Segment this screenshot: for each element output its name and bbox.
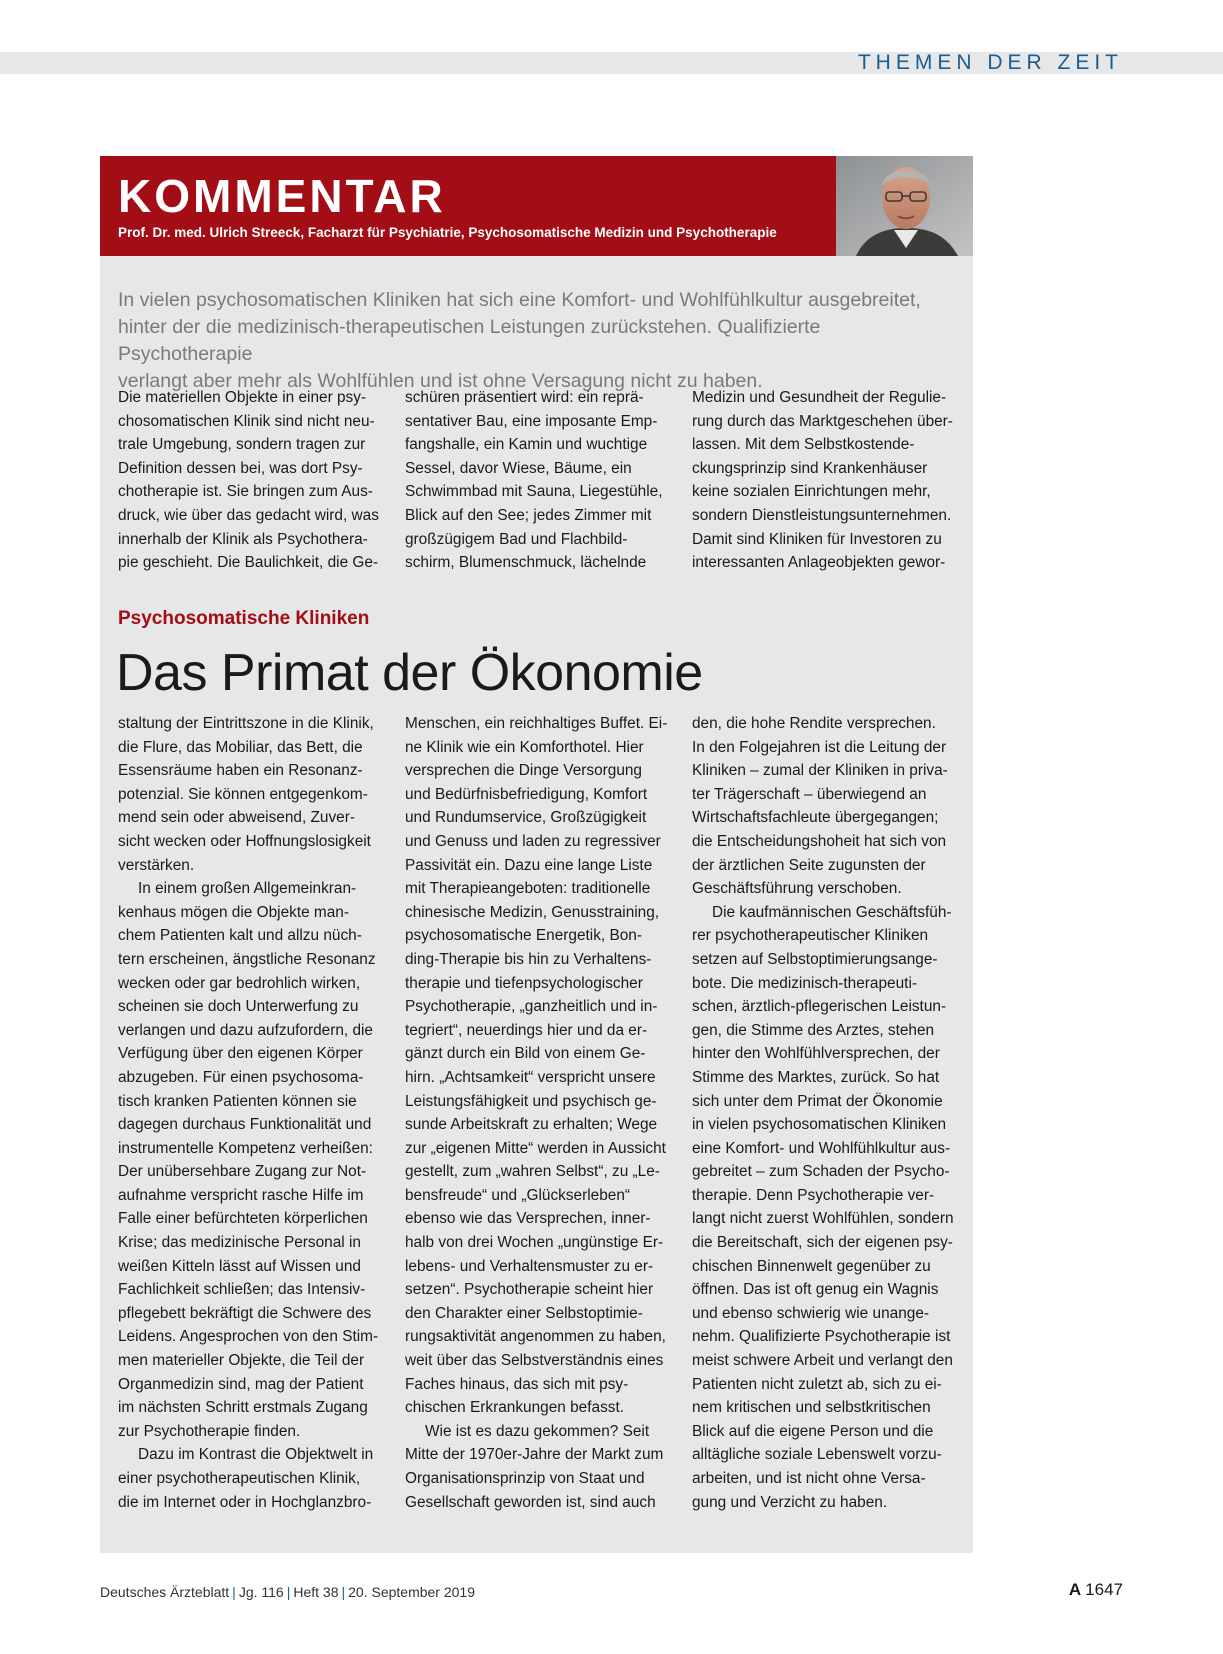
text-line: Verfügung über den eigenen Körper <box>118 1045 363 1063</box>
text-line: verlangen und dazu aufzufordern, die <box>118 1021 373 1039</box>
text-line: die Bereitschaft, sich der eigenen psy- <box>692 1234 953 1252</box>
text-line: pie geschieht. Die Baulichkeit, die Ge- <box>118 554 379 572</box>
text-line: potenzial. Sie können entgegenkom- <box>118 785 368 803</box>
text-line: Schwimmbad mit Sauna, Liegestühle, <box>405 483 663 501</box>
text-line: und Genuss und laden zu regressiver <box>405 832 661 850</box>
text-line: rungsaktivität angenommen zu haben, <box>405 1328 666 1346</box>
text-line: weit über das Selbstverständnis eines <box>405 1352 664 1370</box>
separator: | <box>286 1584 291 1600</box>
text-line: versprechen die Dinge Versorgung <box>405 762 642 780</box>
text-line: interessanten Anlageobjekten gewor- <box>692 554 946 572</box>
text-line: im nächsten Schritt erstmals Zugang <box>118 1399 368 1417</box>
text-line: Fachlichkeit schließen; das Intensiv- <box>118 1281 366 1299</box>
page-number-value: 1647 <box>1085 1580 1123 1599</box>
text-line: lassen. Mit dem Selbstkostende- <box>692 436 915 454</box>
text-line: pflegebett bekräftigt die Schwere des <box>118 1304 372 1322</box>
text-line: Sessel, davor Wiese, Bäume, ein <box>405 459 632 477</box>
section-label: THEMEN DER ZEIT <box>857 51 1123 74</box>
bottom-column-3 <box>692 712 954 1514</box>
footer <box>100 1583 475 1601</box>
separator: | <box>232 1584 236 1600</box>
text-line: In einem großen Allgemeinkran- <box>138 880 357 898</box>
text-line: gen, die Stimme des Arztes, stehen <box>692 1021 935 1039</box>
text-line: dagegen durchaus Funktionalität und <box>118 1116 372 1134</box>
text-line: Die kaufmännischen Geschäftsfüh- <box>712 903 952 921</box>
text-line: ckungsprinzip sind Krankenhäuser <box>692 459 928 477</box>
top-column-2 <box>405 386 667 575</box>
text-line: Die materiellen Objekte in einer psy- <box>118 389 367 406</box>
text-line: gebreitet – zum Schaden der Psycho- <box>692 1163 950 1181</box>
text-line: Leistungsfähigkeit und psychisch ge- <box>405 1092 657 1110</box>
text-line: hinter den Wohlfühlversprechen, der <box>692 1045 940 1063</box>
date: 20. September 2019 <box>348 1584 475 1600</box>
text-line: schüren präsentiert wird: ein reprä- <box>405 389 644 406</box>
text-line: innerhalb der Klinik als Psychothera- <box>118 530 368 548</box>
text-line: sicht wecken oder Hoffnungslosigkeit <box>118 832 371 850</box>
text-line: Dazu im Kontrast die Objektwelt in <box>138 1446 374 1464</box>
text-line: weißen Kitteln lässt auf Wissen und <box>118 1257 361 1275</box>
article-subtitle: Psychosomatische Kliniken <box>118 608 370 629</box>
text-line: staltung der Eintrittszone in die Klinik, <box>118 715 374 732</box>
text-line: Stimme des Marktes, zurück. So hat <box>692 1068 940 1086</box>
text-line: und Rundumservice, Großzügigkeit <box>405 809 647 827</box>
text-line: Damit sind Kliniken für Investoren zu <box>692 530 942 548</box>
text-line: aufnahme verspricht rasche Hilfe im <box>118 1186 364 1204</box>
kicker: KOMMENTAR <box>118 170 446 222</box>
text-line: tisch kranken Patienten können sie <box>118 1092 357 1110</box>
text-line: halb von drei Wochen „ungünstige Er- <box>405 1234 664 1252</box>
bottom-column-2 <box>405 712 667 1514</box>
text-line: die Flure, das Mobiliar, das Bett, die <box>118 738 363 756</box>
text-line: schen, ärztlich-pflegerischen Leistun- <box>692 998 947 1016</box>
text-line: sunde Arbeitskraft zu erhalten; Wege <box>405 1116 658 1134</box>
text-line: Mitte der 1970er-Jahre der Markt zum <box>405 1446 664 1464</box>
text-line: die im Internet oder in Hochglanzbro- <box>118 1493 372 1511</box>
text-line: psychosomatische Energetik, Bon- <box>405 927 642 945</box>
lead-line: hinter der die medizinisch-therapeutischen Leistungen zurückstehen. Qualifizierte Psychotherapie <box>118 316 821 365</box>
text-line: langt nicht zuerst Wohlfühlen, sondern <box>692 1210 954 1228</box>
text-line: setzen“. Psychotherapie scheint hier <box>405 1281 654 1299</box>
lead-line: In vielen psychosomatischen Kliniken hat sich eine Komfort- und Wohlfühlkultur ausgebreitet, <box>118 289 921 311</box>
top-column-1 <box>118 386 380 575</box>
text-line: und Bedürfnisbefriedigung, Komfort <box>405 785 648 803</box>
text-line: ne Klinik wie ein Komforthotel. Hier <box>405 738 644 756</box>
text-line: Organisationsprinzip von Staat und <box>405 1470 645 1487</box>
text-line: alltägliche soziale Lebenswelt vorzu- <box>692 1446 942 1464</box>
page-number <box>1069 1579 1123 1601</box>
text-line: scheinen sie doch Unterwerfung zu <box>118 998 359 1016</box>
text-line: wecken oder gar bedrohlich wirken, <box>118 974 361 992</box>
text-line: nem kritischen und selbstkritischen <box>692 1399 931 1417</box>
text-line: eine Komfort- und Wohlfühlkultur aus- <box>692 1139 951 1157</box>
text-line: In den Folgejahren ist die Leitung der <box>692 738 947 756</box>
text-line: instrumentelle Kompetenz verheißen: <box>118 1139 373 1157</box>
text-line: zur Psychotherapie finden. <box>118 1422 301 1440</box>
text-line: hirn. „Achtsamkeit“ verspricht unsere <box>405 1068 656 1086</box>
text-line: chotherapie ist. Sie bringen zum Aus- <box>118 483 373 501</box>
text-line: meist schwere Arbeit und verlangt den <box>692 1352 953 1370</box>
text-line: arbeiten, und ist nicht ohne Versa- <box>692 1470 926 1487</box>
text-line: bensfreude“ und „Glückserleben“ <box>405 1186 630 1204</box>
text-line: chinesische Medizin, Genusstraining, <box>405 903 660 921</box>
top-column-3 <box>692 386 954 575</box>
page-prefix: A <box>1068 1580 1082 1599</box>
text-line: zur „eigenen Mitte“ werden in Aussicht <box>405 1139 666 1157</box>
text-line: Medizin und Gesundheit der Regulie- <box>692 389 947 406</box>
text-line: Falle einer befürchteten körperlichen <box>118 1210 368 1228</box>
text-line: Leidens. Angesprochen von den Stim- <box>118 1328 379 1346</box>
text-line: chischen Erkrankungen befasst. <box>405 1399 625 1417</box>
text-line: der ärztlichen Seite zugunsten der <box>692 856 926 874</box>
text-line: großzügigem Bad und Flachbild- <box>405 530 628 548</box>
author-photo <box>836 156 973 256</box>
lead-paragraph <box>118 287 958 395</box>
text-line: therapie. Denn Psychotherapie ver- <box>692 1186 935 1204</box>
text-line: und ebenso schwierig wie unange- <box>692 1304 929 1322</box>
text-line: chischen Binnenwelt gegenüber zu <box>692 1257 931 1275</box>
text-line: Psychotherapie, „ganzheitlich und in- <box>405 998 658 1016</box>
text-line: Blick auf den See; jedes Zimmer mit <box>405 506 652 524</box>
text-line: Menschen, ein reichhaltiges Buffet. Ei- <box>405 715 668 732</box>
text-line: lebens- und Verhaltensmuster zu er- <box>405 1257 654 1275</box>
text-line: keine sozialen Einrichtungen mehr, <box>692 483 931 501</box>
text-line: setzen auf Selbstoptimierungsange- <box>692 950 938 968</box>
text-line: den, die hohe Rendite versprechen. <box>692 715 936 732</box>
text-line: gänzt durch ein Bild von einem Ge- <box>405 1045 646 1063</box>
text-line: Essensräume haben ein Resonanz- <box>118 762 363 780</box>
text-line: druck, wie über das gedacht wird, was <box>118 506 379 524</box>
text-line: Patienten nicht zuletzt ab, sich zu ei- <box>692 1375 942 1393</box>
text-line: sentativer Bau, eine imposante Emp- <box>405 412 658 430</box>
text-line: mend sein oder abweisend, Zuver- <box>118 809 355 827</box>
text-line: gestellt, zum „wahren Selbst“, zu „Le- <box>405 1163 660 1181</box>
author-line: Prof. Dr. med. Ulrich Streeck, Facharzt für Psychiatrie, Psychosomatische Medizin und Psychotherapie <box>118 225 777 240</box>
text-line: Blick auf die eigene Person und die <box>692 1422 934 1440</box>
text-line: Wie ist es dazu gekommen? Seit <box>425 1422 650 1440</box>
text-line: Wirtschaftsfachleute übergegangen; <box>692 809 939 827</box>
text-line: kenhaus mögen die Objekte man- <box>118 903 349 921</box>
text-line: öffnen. Das ist oft genug ein Wagnis <box>692 1281 939 1299</box>
text-line: einer psychotherapeutischen Klinik, <box>118 1470 361 1487</box>
text-line: Definition dessen bei, was dort Psy- <box>118 459 363 477</box>
text-line: chem Patienten kalt und allzu nüch- <box>118 927 362 945</box>
text-line: Geschäftsführung verschoben. <box>692 880 902 898</box>
text-line: tegriert“, neuerdings hier und da er- <box>405 1021 648 1039</box>
text-line: gung und Verzicht zu haben. <box>692 1493 888 1511</box>
text-line: rer psychotherapeutischer Kliniken <box>692 927 929 945</box>
article-headline: Das Primat der Ökonomie <box>116 644 703 702</box>
text-line: Kliniken – zumal der Kliniken in priva- <box>692 762 948 780</box>
text-line: sondern Dienstleistungsunternehmen. <box>692 506 952 524</box>
text-line: chosomatischen Klinik sind nicht neu- <box>118 412 375 430</box>
text-line: verstärken. <box>118 856 195 874</box>
text-line: fangshalle, ein Kamin und wuchtige <box>405 436 648 454</box>
text-line: in vielen psychosomatischen Kliniken <box>692 1116 947 1134</box>
text-line: mit Therapieangeboten: traditionelle <box>405 880 651 898</box>
lead-line: verlangt aber mehr als Wohlfühlen und ist ohne Versagung nicht zu haben. <box>118 370 763 392</box>
text-line: ding-Therapie bis hin zu Verhaltens- <box>405 950 652 968</box>
text-line: ter Trägerschaft – überwiegend an <box>692 785 927 803</box>
text-line: nehm. Qualifizierte Psychotherapie ist <box>692 1328 951 1346</box>
text-line: ebenso wie das Versprechen, inner- <box>405 1210 651 1228</box>
separator: | <box>341 1584 346 1600</box>
text-line: tern erscheinen, ängstliche Resonanz <box>118 950 376 968</box>
text-line: rung durch das Marktgeschehen über- <box>692 412 953 430</box>
text-line: Organmedizin sind, mag der Patient <box>118 1375 364 1393</box>
text-line: die Entscheidungshoheit hat sich von <box>692 832 947 850</box>
volume: Jg. 116 <box>238 1584 284 1600</box>
text-line: schirm, Blumenschmuck, lächelnde <box>405 554 647 572</box>
text-line: Krise; das medizinische Personal in <box>118 1234 361 1252</box>
text-line: men materieller Objekte, die Teil der <box>118 1352 365 1370</box>
issue: Heft 38 <box>293 1584 339 1600</box>
journal-name: Deutsches Ärzteblatt <box>100 1584 230 1600</box>
text-line: Gesellschaft geworden ist, sind auch <box>405 1493 656 1511</box>
text-line: abzugeben. Für einen psychosoma- <box>118 1068 364 1086</box>
bottom-column-1 <box>118 712 380 1514</box>
text-line: trale Umgebung, sondern tragen zur <box>118 436 366 454</box>
text-line: Der unübersehbare Zugang zur Not- <box>118 1163 367 1181</box>
text-line: Faches hinaus, das sich mit psy- <box>405 1375 629 1393</box>
text-line: den Charakter einer Selbstoptimie- <box>405 1304 643 1322</box>
text-line: bote. Die medizinisch-therapeuti- <box>692 974 917 992</box>
text-line: sich unter dem Primat der Ökonomie <box>692 1092 943 1110</box>
text-line: Passivität ein. Dazu eine lange Liste <box>405 856 653 874</box>
text-line: therapie und tiefenpsychologischer <box>405 974 643 992</box>
